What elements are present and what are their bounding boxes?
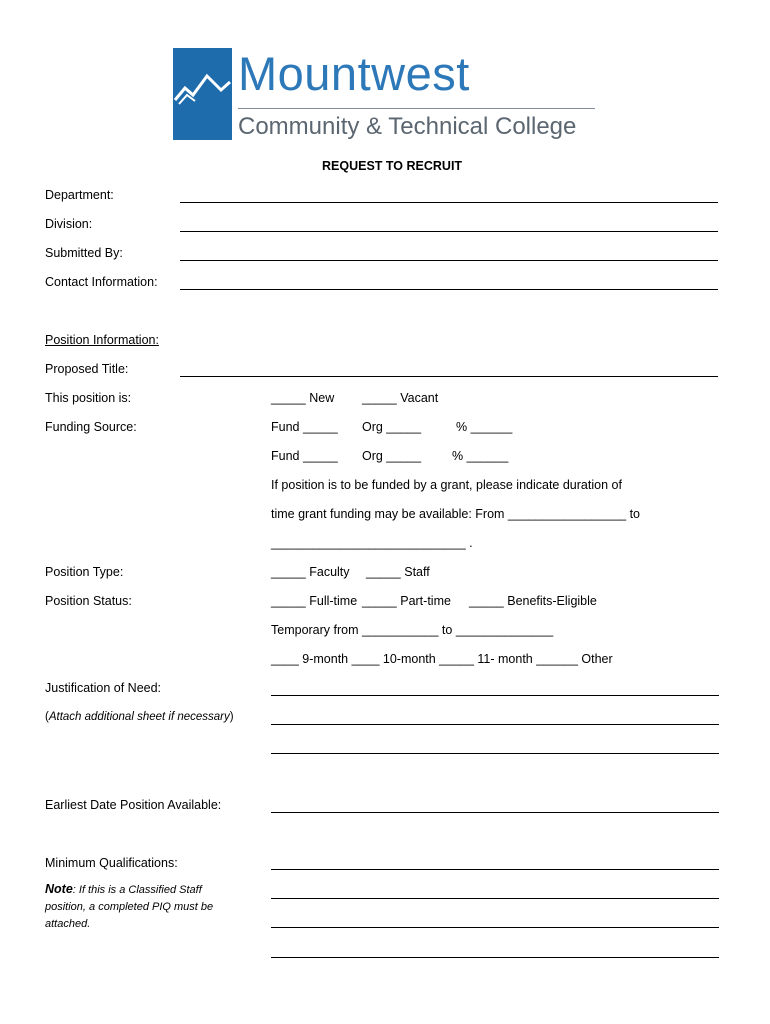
department-label: Department: [45, 188, 114, 202]
position-status-label: Position Status: [45, 594, 132, 608]
percent-field-1[interactable]: % ______ [456, 420, 513, 434]
grant-instruction-line2[interactable]: time grant funding may be available: From _________________ to [271, 507, 641, 521]
position-type-label: Position Type: [45, 565, 124, 579]
note-text-2: position, a completed PIQ must be [45, 901, 214, 913]
division-field[interactable] [180, 231, 718, 232]
submitted-by-field[interactable] [180, 260, 718, 261]
org-field-2[interactable]: Org _____ [362, 449, 422, 463]
attach-note-close: ) [229, 711, 234, 723]
vacant-option[interactable]: _____ Vacant [362, 391, 439, 405]
attach-note [45, 711, 234, 723]
college-name: Mountwest [238, 47, 470, 100]
part-time-option[interactable]: _____ Part-time [362, 594, 451, 608]
funding-source-label: Funding Source: [45, 420, 137, 434]
attach-note-text: Attach additional sheet if necessary [48, 711, 230, 723]
staff-option[interactable]: _____ Staff [366, 565, 430, 579]
justification-line-2[interactable] [271, 724, 719, 725]
min-qualifications-line-1[interactable] [271, 869, 719, 870]
piq-note [45, 881, 213, 933]
contact-information-label: Contact Information: [45, 275, 158, 289]
college-logo-mark [173, 48, 232, 140]
justification-label: Justification of Need: [45, 681, 162, 695]
justification-line-3[interactable] [271, 753, 719, 754]
earliest-date-label: Earliest Date Position Available: [45, 798, 222, 812]
full-time-option[interactable]: _____ Full-time [271, 594, 358, 608]
proposed-title-label: Proposed Title: [45, 362, 129, 376]
grant-instruction-line1: If position is to be funded by a grant, please indicate duration of [271, 478, 622, 492]
earliest-date-field[interactable] [271, 812, 719, 813]
org-field-1[interactable]: Org _____ [362, 420, 422, 434]
justification-line-1[interactable] [271, 695, 719, 696]
new-option[interactable]: _____ New [271, 391, 335, 405]
faculty-option[interactable]: _____ Faculty [271, 565, 350, 579]
min-qualifications-line-4[interactable] [271, 957, 719, 958]
form-title: REQUEST TO RECRUIT [322, 159, 463, 173]
position-info-heading: Position Information: [45, 333, 159, 347]
logo-divider [238, 108, 595, 109]
grant-instruction-line3[interactable]: ____________________________ . [271, 536, 473, 550]
note-label: Note [45, 882, 73, 896]
proposed-title-field[interactable] [180, 376, 718, 377]
attach-note-open: ( [45, 711, 49, 723]
mountain-icon [173, 48, 232, 140]
percent-field-2[interactable]: % ______ [452, 449, 509, 463]
temporary-range[interactable]: Temporary from ___________ to ______________ [271, 623, 554, 637]
submitted-by-label: Submitted By: [45, 246, 123, 260]
note-text-3: attached. [45, 918, 91, 930]
this-position-label: This position is: [45, 391, 132, 405]
min-qualifications-label: Minimum Qualifications: [45, 856, 178, 870]
min-qualifications-line-3[interactable] [271, 927, 719, 928]
fund-field-2[interactable]: Fund _____ [271, 449, 338, 463]
fund-field-1[interactable]: Fund _____ [271, 420, 338, 434]
division-label: Division: [45, 217, 93, 231]
month-options[interactable]: ____ 9-month ____ 10-month _____ 11- month ______ Other [271, 652, 613, 666]
college-subtitle: Community & Technical College [238, 113, 577, 140]
contact-information-field[interactable] [180, 289, 718, 290]
department-field[interactable] [180, 202, 718, 203]
note-text-1: : If this is a Classified Staff [72, 884, 202, 896]
benefits-eligible-option[interactable]: _____ Benefits-Eligible [469, 594, 597, 608]
min-qualifications-line-2[interactable] [271, 898, 719, 899]
